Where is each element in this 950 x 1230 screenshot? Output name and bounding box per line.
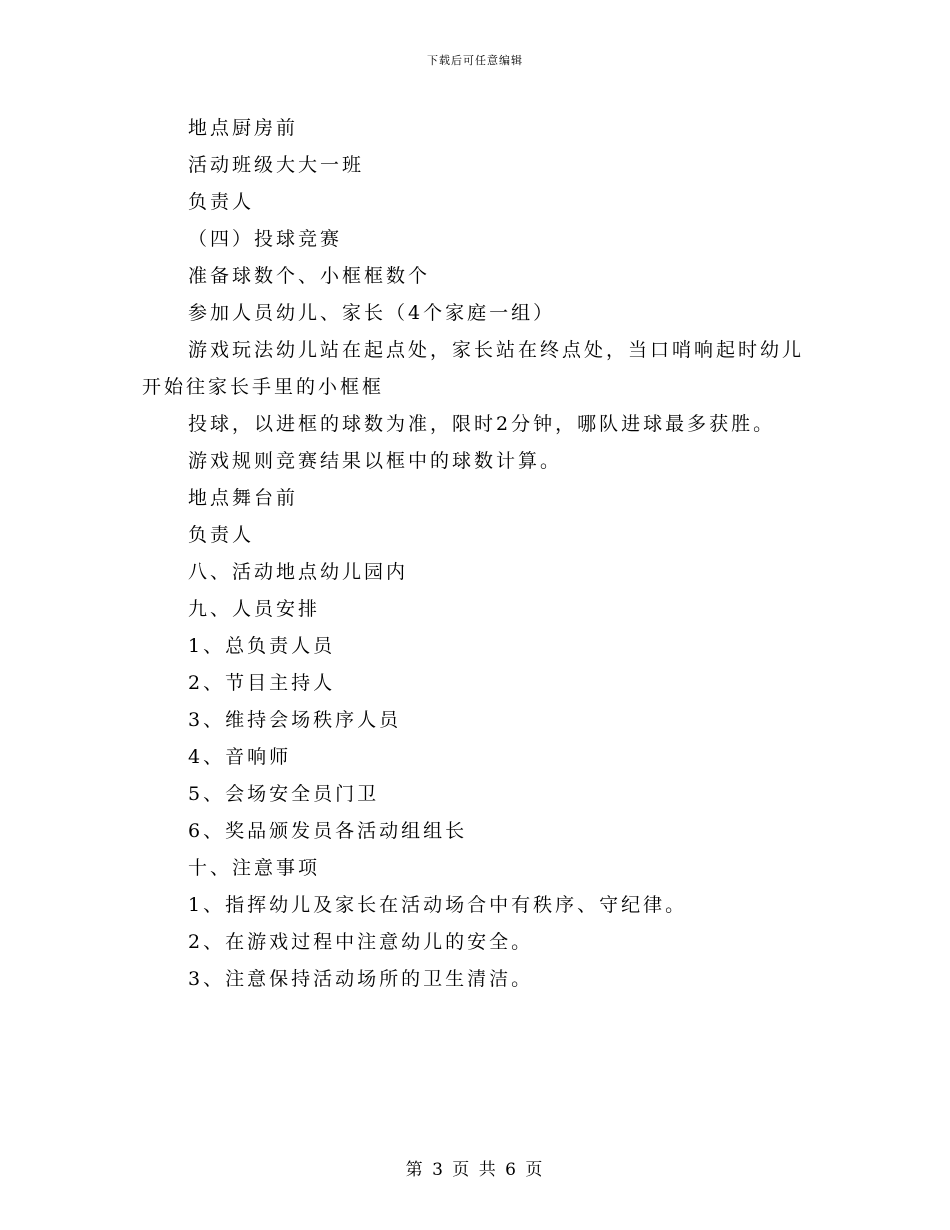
- text-line: 投球，以进框的球数为准，限时2分钟，哪队进球最多获胜。: [188, 413, 776, 435]
- list-item: 5、会场安全员门卫: [188, 783, 380, 805]
- list-item: 2、在游戏过程中注意幼儿的安全。: [188, 931, 534, 953]
- text-line: 负责人: [188, 191, 255, 213]
- list-item: 2、节目主持人: [188, 672, 336, 694]
- text-line: 参加人员幼儿、家长（4个家庭一组）: [188, 302, 556, 324]
- text-line: 游戏玩法幼儿站在起点处，家长站在终点处，当口哨响起时幼儿: [188, 339, 805, 361]
- text-line: 准备球数个、小框框数个: [188, 265, 431, 287]
- text-line: 负责人: [188, 524, 255, 546]
- text-line: 开始往家长手里的小框框: [142, 376, 385, 398]
- text-line: 地点舞台前: [188, 487, 299, 509]
- text-line: 地点厨房前: [188, 117, 299, 139]
- list-item: 6、奖品颁发员各活动组组长: [188, 820, 468, 842]
- page-number: 第 3 页 共 6 页: [405, 1160, 545, 1180]
- text-line: 活动班级大大一班: [188, 154, 365, 176]
- list-item: 3、注意保持活动场所的卫生清洁。: [188, 968, 534, 990]
- page-header: 下载后可任意编辑: [427, 54, 523, 67]
- section-heading: 八、活动地点幼儿园内: [188, 561, 409, 583]
- list-item: 3、维持会场秩序人员: [188, 709, 402, 731]
- section-heading: 九、人员安排: [188, 598, 321, 620]
- document-body: [142, 110, 812, 998]
- list-item: 4、音响师: [188, 746, 292, 768]
- list-item: 1、总负责人员: [188, 635, 336, 657]
- section-heading: （四）投球竞赛: [188, 228, 343, 250]
- section-heading: 十、注意事项: [188, 857, 321, 879]
- text-line: 游戏规则竞赛结果以框中的球数计算。: [188, 450, 563, 472]
- list-item: 1、指挥幼儿及家长在活动场合中有秩序、守纪律。: [188, 894, 688, 916]
